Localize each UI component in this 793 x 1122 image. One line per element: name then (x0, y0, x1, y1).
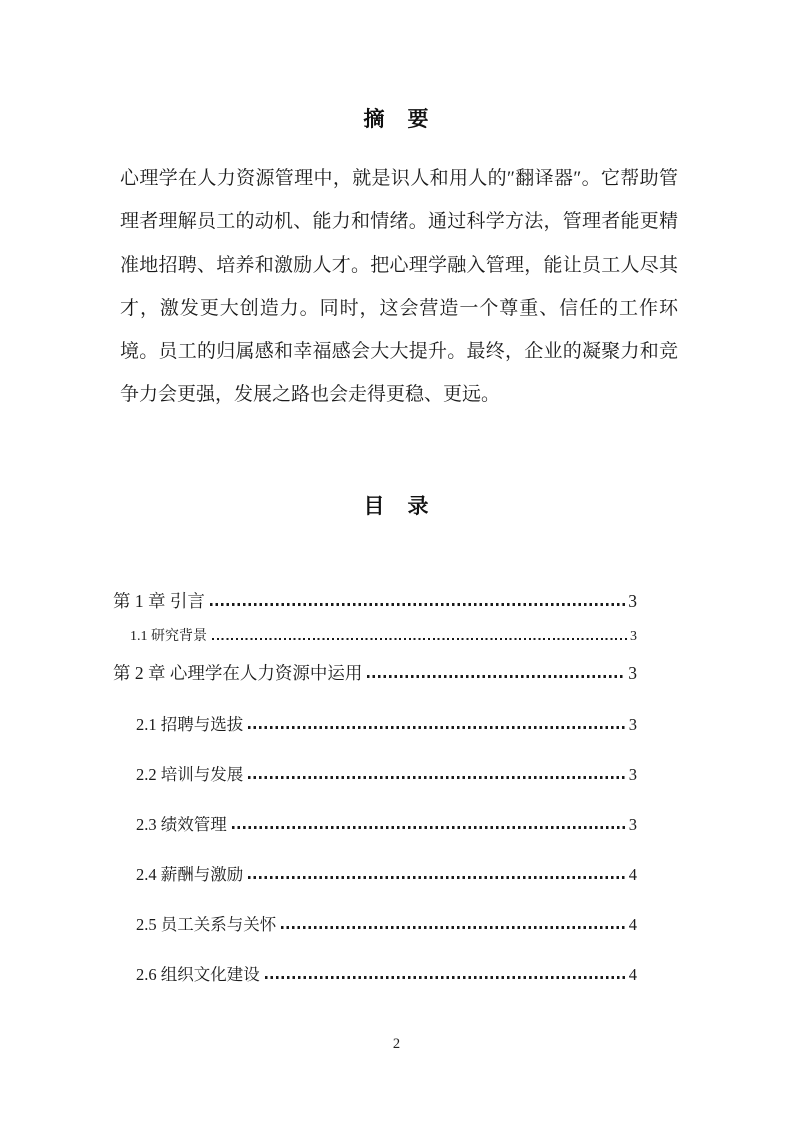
toc-entry[interactable] (113, 714, 637, 735)
toc-list (113, 590, 637, 985)
toc-title: 目 录 (363, 495, 430, 518)
page-number: 2 (392, 1036, 401, 1052)
toc-entry-label: 2.4 薪酬与激励 (136, 865, 244, 884)
toc-page-number: 4 (628, 965, 637, 984)
toc-page-number: 3 (628, 715, 637, 734)
toc-page-number: 3 (628, 591, 637, 611)
toc-page-number: 3 (630, 629, 637, 644)
dot-leader (212, 638, 627, 641)
toc-entry[interactable] (113, 590, 637, 613)
toc-entry-label: 1.1 研究背景 (130, 629, 207, 644)
abstract-title: 摘 要 (363, 108, 430, 131)
dot-leader (367, 675, 625, 678)
toc-entry[interactable] (113, 864, 637, 885)
toc-entry[interactable] (113, 628, 637, 646)
toc-page-number: 3 (628, 765, 637, 784)
toc-entry[interactable] (113, 964, 637, 985)
toc-page-number: 3 (628, 663, 637, 683)
dot-leader (232, 826, 626, 829)
toc-entry-label: 第 1 章 引言 (113, 591, 205, 611)
toc-entry-label: 2.6 组织文化建设 (136, 965, 260, 984)
abstract-paragraph: 心理学在人力资源管理中，就是识人和用人的″翻译器″。它帮助管理者理解员工的动机、能力和情绪。通过科学方法，管理者能更精准地招聘、培养和激励人才。把心理学融入管理，能让员工人尽其才，激发更大创造力。同时，这会营造一个尊重、信任的工作环境。员工的归属感和幸福感会大大提升。最终，企业的凝聚力和竞争力会更强，发展之路也会走得更稳、更远。 (120, 168, 678, 406)
toc-entry[interactable] (113, 662, 637, 685)
dot-leader (248, 726, 626, 729)
toc-entry[interactable] (113, 764, 637, 785)
toc-page-number: 4 (628, 915, 637, 934)
toc-page-number: 3 (628, 815, 637, 834)
toc-entry-label: 2.1 招聘与选拔 (136, 715, 244, 734)
toc-page-number: 4 (628, 865, 637, 884)
toc-entry-label: 2.3 绩效管理 (136, 815, 227, 834)
dot-leader (248, 876, 626, 879)
toc-entry[interactable] (113, 814, 637, 835)
toc-entry-label: 第 2 章 心理学在人力资源中运用 (113, 663, 363, 683)
toc-entry-label: 2.5 员工关系与关怀 (136, 915, 277, 934)
dot-leader (210, 603, 625, 606)
dot-leader (281, 926, 626, 929)
toc-entry-label: 2.2 培训与发展 (136, 765, 244, 784)
dot-leader (248, 776, 626, 779)
dot-leader (265, 976, 626, 979)
toc-entry[interactable] (113, 914, 637, 935)
